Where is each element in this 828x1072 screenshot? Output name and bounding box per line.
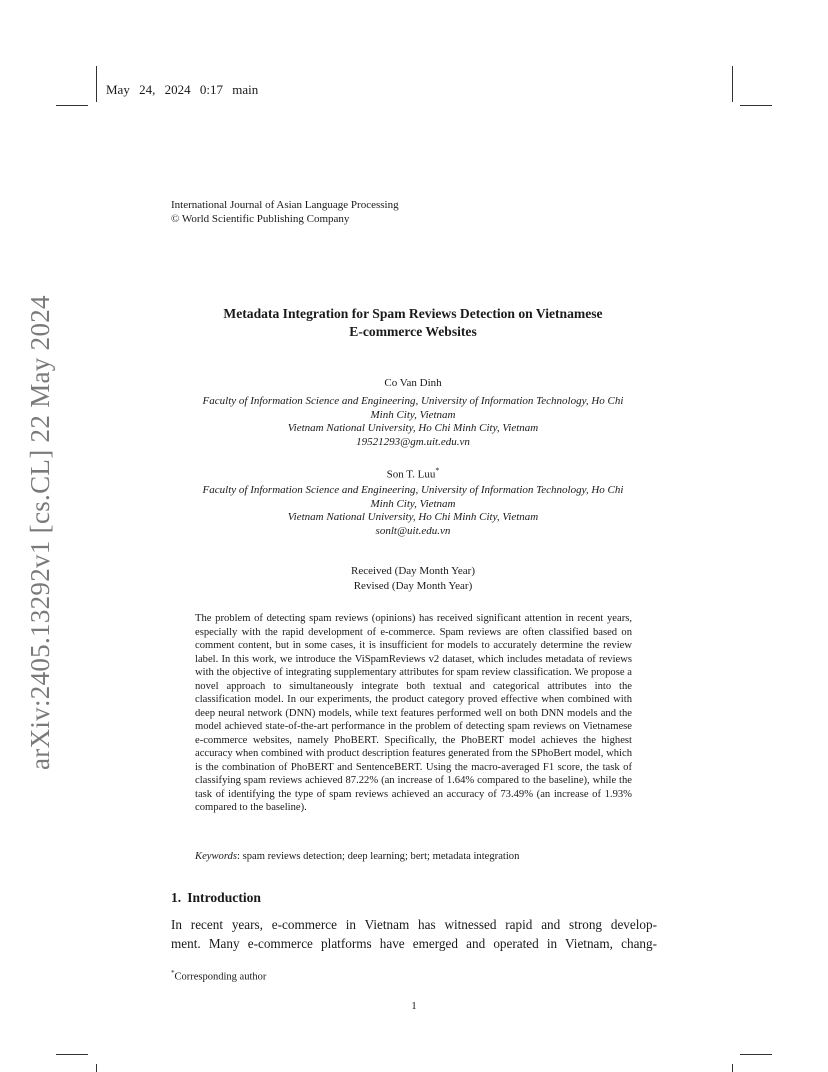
footnote [171,969,266,983]
journal-info [171,198,399,226]
footnote-marker: * [171,969,175,977]
section-title: Introduction [187,890,261,905]
header-label: main [232,82,259,97]
section-number: 1. [171,890,182,905]
affiliation-line: Faculty of Information Science and Engineering, University of Information Technology, Ho Chi [202,484,624,496]
corresponding-marker: * [435,466,440,475]
affiliation-line: Minh City, Vietnam [370,408,456,421]
author-affiliation [150,484,676,538]
crop-mark [56,1054,88,1055]
arxiv-identifier: arXiv:2405.13292v1 [cs.CL] 22 May 2024 [25,295,55,770]
crop-mark [56,105,88,106]
body-line: ment. Many e-commerce platforms have emerged and operated in Vietnam, chang- [171,936,657,951]
crop-mark [96,66,97,102]
affiliation-line: Faculty of Information Science and Engineering, University of Information Technology, Ho Chi [202,395,624,407]
received-date: Received (Day Month Year) [350,565,476,577]
paper-title [150,305,676,341]
author-affiliation [150,395,676,449]
crop-mark [732,1064,733,1072]
journal-name: International Journal of Asian Language Processing [171,199,399,211]
title-line: Metadata Integration for Spam Reviews Detection on Vietnamese [223,306,603,321]
keywords-text: : spam reviews detection; deep learning; bert; metadata integration [236,851,520,862]
page-number: 1 [411,1000,417,1012]
author-name [150,466,676,481]
crop-mark [740,1054,772,1055]
affiliation-line: Vietnam National University, Ho Chi Minh City, Vietnam [287,511,539,523]
affiliation-line: Vietnam National University, Ho Chi Minh City, Vietnam [287,422,539,434]
author-name-text: Son T. Luu [386,468,436,481]
revised-date: Revised (Day Month Year) [353,580,473,592]
header-date: May 24, 2024 [106,82,191,97]
body-paragraph [171,915,657,953]
publisher-name: World Scientific Publishing Company [181,213,350,225]
body-line: In recent years, e-commerce in Vietnam has witnessed rapid and strong develop- [171,917,657,932]
abstract: The problem of detecting spam reviews (opinions) has received significant attention in recent years, especially with the rapid development of e-commerce. Spam reviews are often classified based on comment content, but in some cases, it is insufficient for models to accurately determine the review label. In this work, we introduce the ViSpamReviews v2 dataset, which includes metadata of reviews with the objective of integrating supplementary attributes for spam review classification. We propose a novel approach to simultaneously integrate both textual and categorical attributes into the classification model. In our experiments, the product category proved effective when combined with deep neural network (DNN) models, while text features performed well on both DNN models and the model achieved state-of-the-art performance in the problem of detecting spam reviews on Vietnamese e-commerce websites, namely PhoBERT. Specifically, the PhoBERT model achieves the highest accuracy when combined with product description features generated from the SPhoBert model, which is the combination of PhoBERT and SentenceBERT. Using the macro-averaged F1 score, the task of classifying spam reviews achieved 87.22% (an increase of 1.64% compared to the baseline), while the task of identifying the type of spam reviews achieved an accuracy of 73.49% (an increase of 1.93% compared to the baseline). [195,613,632,813]
crop-mark [740,105,772,106]
keywords [195,851,632,862]
author-name: Co Van Dinh [384,377,442,389]
header-time: 0:17 [199,82,223,97]
title-line: E-commerce Websites [349,324,477,339]
author-email: 19521293@gm.uit.edu.vn [356,435,470,448]
author-email: sonlt@uit.edu.vn [375,524,451,537]
affiliation-line: Minh City, Vietnam [370,497,456,510]
running-header [106,82,258,98]
publisher-line [171,212,399,226]
submission-dates [150,564,676,594]
crop-mark [96,1064,97,1072]
footnote-text: Corresponding author [174,971,267,983]
section-heading [171,890,261,906]
copyright-icon: © [171,213,180,225]
keywords-label: Keywords [195,851,237,862]
crop-mark [732,66,733,102]
